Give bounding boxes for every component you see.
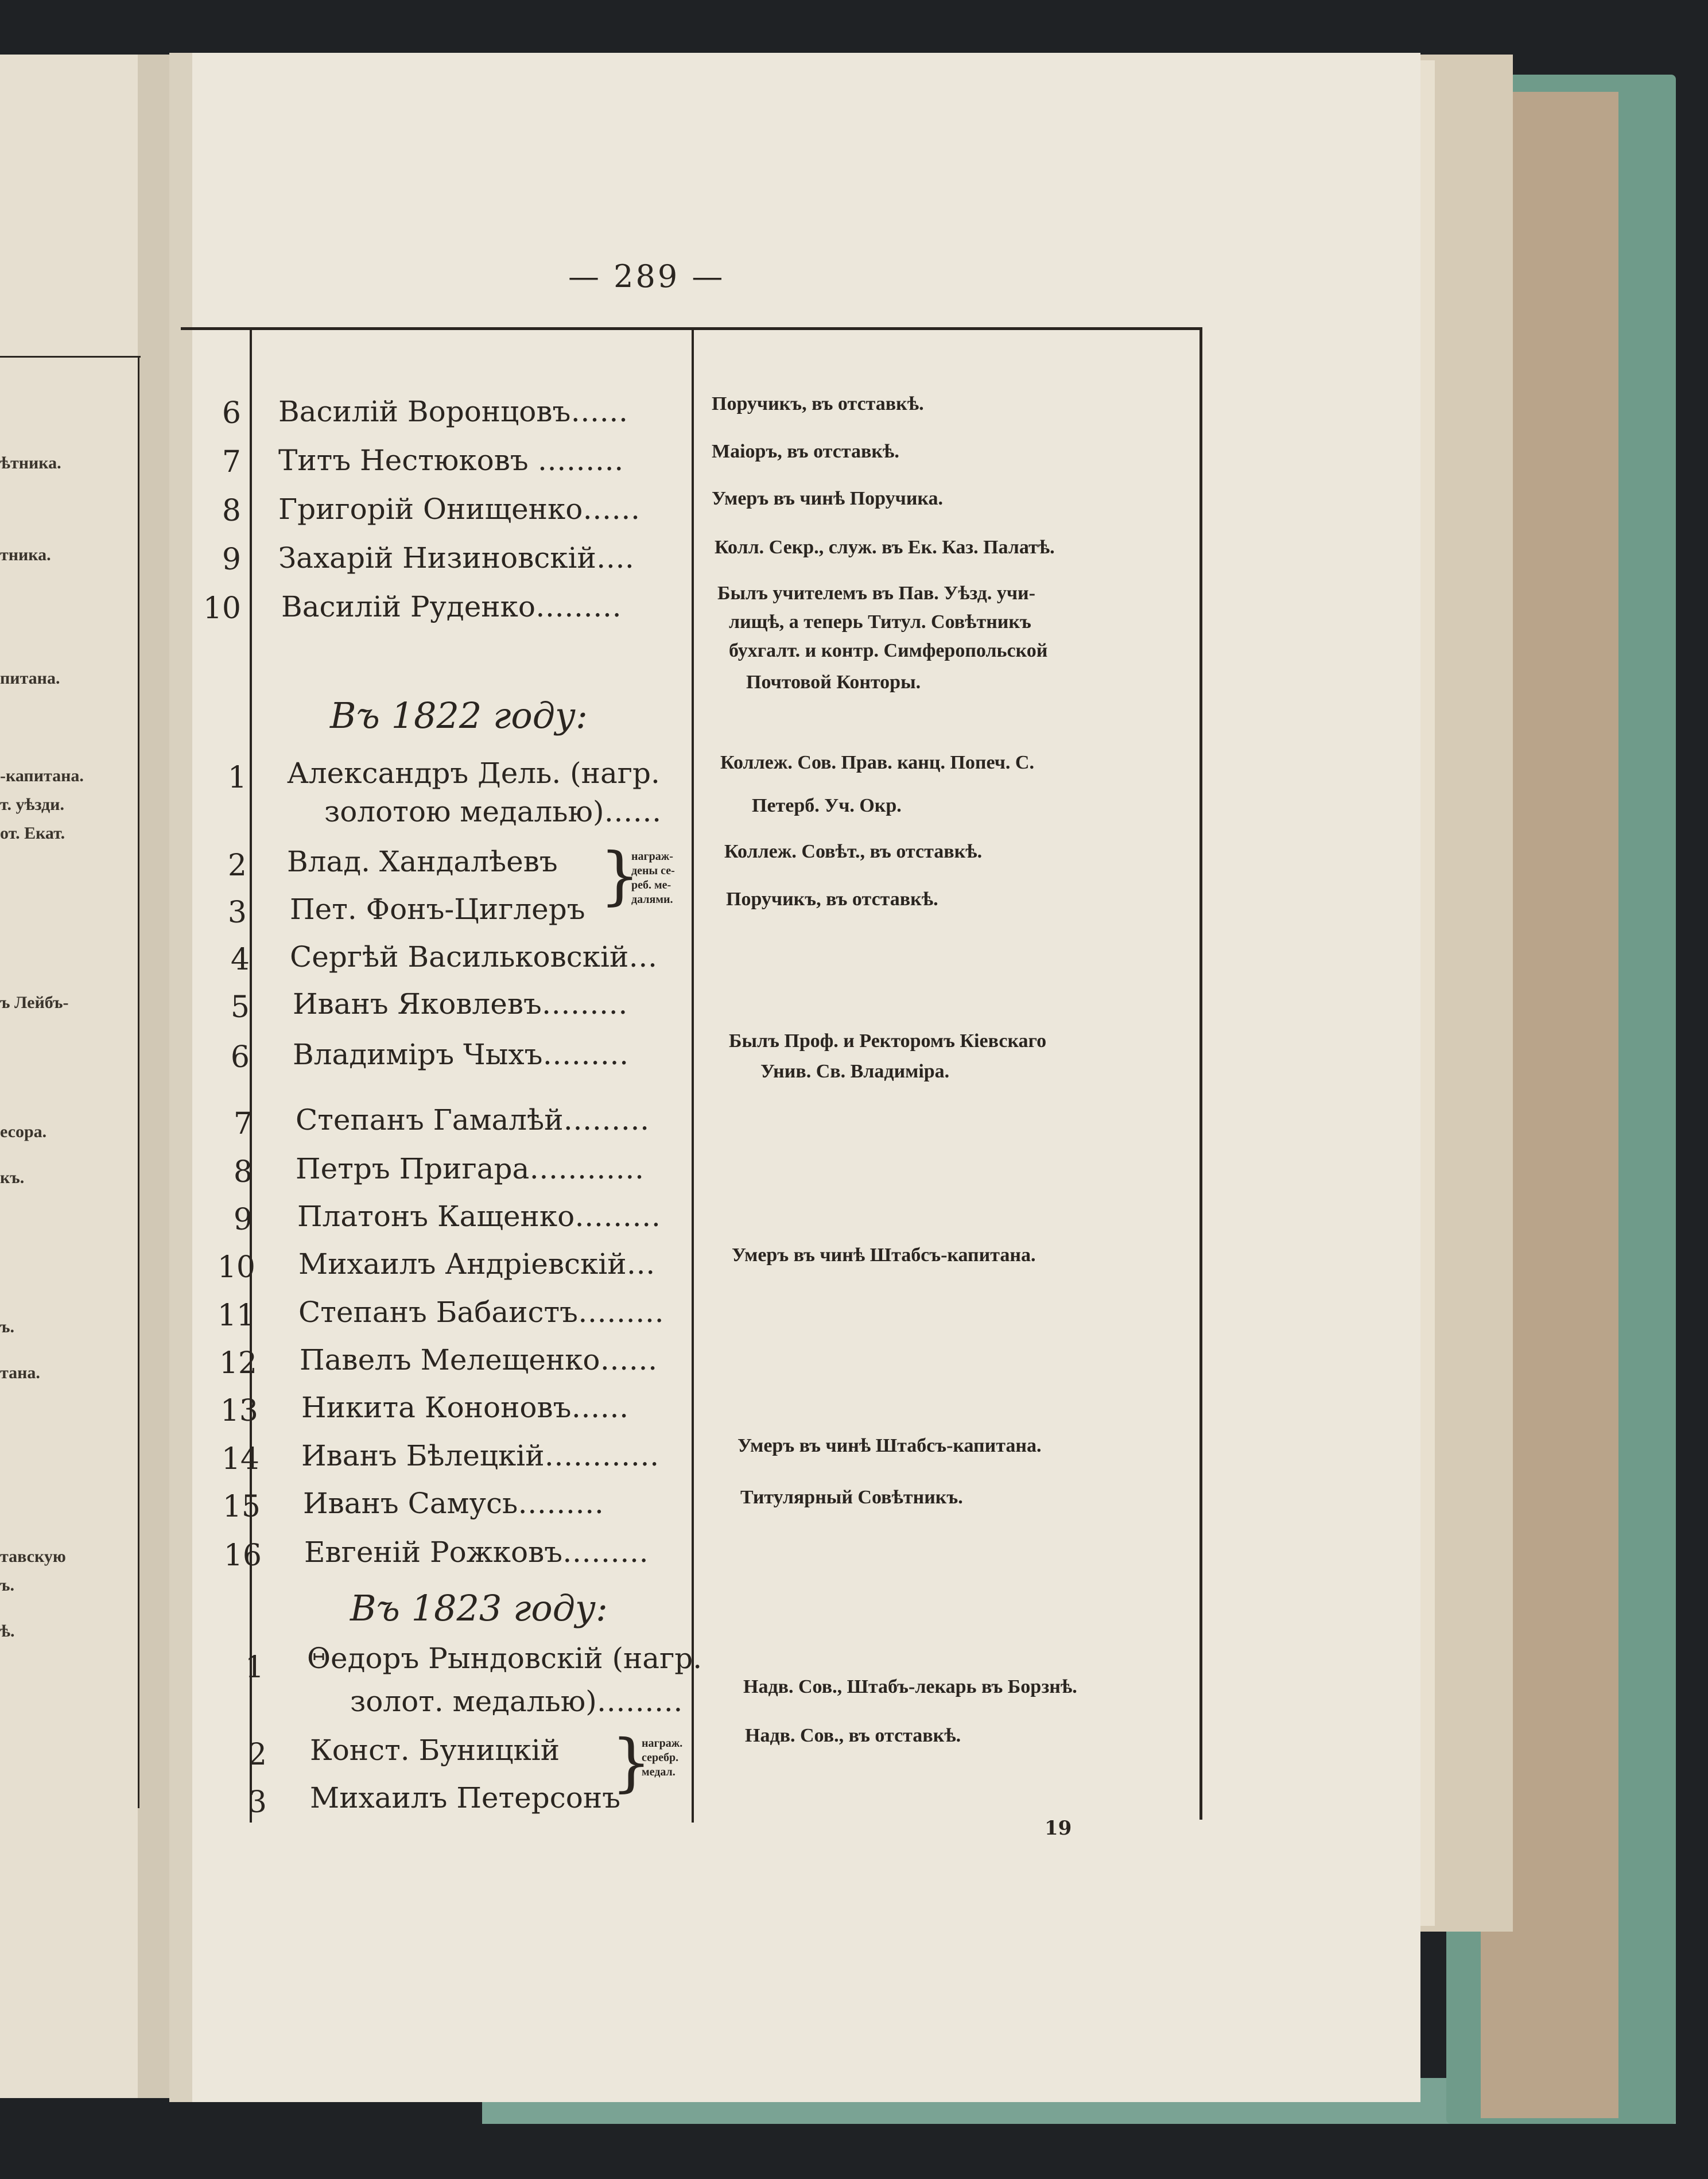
graduate-note: бухгалт. и контр. Симферопольской (729, 640, 1048, 661)
graduate-note: Поручикъ, въ отставкѣ. (726, 889, 938, 910)
left-text-fragment: т. уѣзди. (0, 795, 64, 814)
graduate-name: Захарій Низиновскій…. (278, 541, 634, 575)
brace: } (600, 839, 640, 912)
left-text-fragment: от. Екат. (0, 824, 65, 843)
graduate-name: Василій Руденко……… (281, 590, 622, 623)
graduate-name: Иванъ Самусь……… (303, 1487, 604, 1520)
left-text-fragment: ъ. (0, 1576, 14, 1595)
brace-note-line: серебр. (642, 1751, 679, 1764)
row-number: 2 (227, 848, 247, 883)
row-number: 2 (247, 1738, 267, 1772)
section-heading-1822: Въ 1822 году: (330, 695, 588, 736)
row-number: 10 (203, 591, 241, 626)
brace-note-line: дены се- (631, 864, 675, 877)
left-text-fragment: -капитана. (0, 766, 84, 785)
graduate-note: Умеръ въ чинѣ Штабсъ-капитана. (732, 1244, 1036, 1266)
row-number: 1 (227, 761, 247, 795)
graduate-name: Павелъ Мелещенко…… (300, 1343, 658, 1377)
graduate-name: Пет. Фонъ-Циглеръ (290, 893, 585, 926)
row-number: 3 (227, 895, 247, 930)
row-number: 5 (230, 990, 250, 1025)
left-page-gutter (138, 55, 172, 2098)
graduate-note: Коллеж. Сов. Прав. канц. Попеч. С. (720, 752, 1034, 773)
graduate-name: Θедоръ Рындовскій (нагр. (307, 1642, 702, 1675)
row-number: 11 (217, 1298, 255, 1333)
left-page-rule (0, 356, 141, 358)
left-text-fragment: ѣтника. (0, 453, 61, 472)
row-number: 10 (217, 1250, 255, 1285)
graduate-note: Почтовой Конторы. (746, 672, 921, 693)
row-number: 9 (222, 542, 241, 577)
graduate-note: лищѣ, а теперь Титул. Совѣтникъ (729, 611, 1031, 633)
brace-note-line: реб. ме- (631, 879, 671, 891)
left-text-fragment: тана. (0, 1363, 40, 1382)
row-number: 14 (221, 1442, 259, 1476)
graduate-name: Василій Воронцовъ…… (278, 395, 628, 428)
graduate-note: Титулярный Совѣтникъ. (740, 1487, 963, 1508)
row-number: 7 (233, 1107, 253, 1141)
graduate-name: Конст. Буницкій (310, 1734, 560, 1767)
graduate-name: Сергѣй Васильковскій… (290, 940, 658, 974)
signature-mark: 19 (1045, 1817, 1072, 1840)
graduate-note: Умеръ въ чинѣ Штабсъ-капитана. (737, 1435, 1042, 1456)
row-number: 1 (244, 1650, 264, 1685)
graduate-name: Петръ Пригара………… (296, 1152, 645, 1185)
page-number: — 289 — (568, 258, 725, 294)
graduate-note: Умеръ въ чинѣ Поручика. (712, 488, 943, 509)
graduate-name: Иванъ Яковлевъ……… (293, 987, 628, 1021)
table-column-rule (692, 330, 694, 1823)
graduate-name: Михаилъ Андріевскій… (298, 1247, 655, 1281)
brace: } (611, 1726, 651, 1799)
graduate-name: золотою медалью)…… (324, 795, 662, 828)
left-text-fragment: питана. (0, 669, 60, 688)
graduate-name: Влад. Хандалѣевъ (287, 845, 558, 878)
row-number: 3 (247, 1785, 267, 1820)
graduate-name: Степанъ Гамалѣй……… (296, 1103, 650, 1137)
graduate-note: Былъ Проф. и Ректоромъ Кіевскаго (729, 1030, 1047, 1052)
left-text-fragment: есора. (0, 1122, 47, 1141)
graduate-note: Надв. Сов., Штабъ-лекарь въ Борзнѣ. (743, 1676, 1077, 1697)
brace-note-line: далями. (631, 893, 673, 906)
row-number: 4 (230, 943, 250, 977)
brace-note-line: награж- (631, 850, 673, 863)
graduate-name: Степанъ Бабаистъ……… (298, 1296, 664, 1329)
graduate-note: Маіоръ, въ отставкѣ. (712, 441, 899, 462)
graduate-note: Коллеж. Совѣт., въ отставкѣ. (724, 841, 983, 862)
graduate-name: Платонъ Кащенко……… (297, 1200, 661, 1233)
graduate-name: Иванъ Бѣлецкій………… (301, 1439, 659, 1472)
graduate-name: Михаилъ Петерсонъ (310, 1781, 621, 1814)
graduate-note: Надв. Сов., въ отставкѣ. (745, 1725, 961, 1746)
row-number: 6 (222, 396, 241, 431)
left-text-fragment: тника. (0, 545, 51, 564)
left-text-fragment: къ. (0, 1168, 25, 1187)
graduate-name: Евгеній Рожковъ……… (304, 1536, 649, 1569)
brace-note-line: награж. (642, 1737, 683, 1750)
graduate-note: Былъ учителемъ въ Пав. Уѣзд. учи- (717, 583, 1035, 604)
row-number: 12 (219, 1346, 257, 1381)
left-text-fragment: ъ. (0, 1317, 14, 1336)
left-text-fragment: ѣ. (0, 1622, 15, 1641)
graduate-name: Александръ Дель. (нагр. (287, 757, 660, 790)
graduate-note: Унив. Св. Владиміра. (760, 1061, 950, 1082)
row-number: 8 (222, 494, 241, 528)
row-number: 6 (230, 1040, 250, 1075)
graduate-name: Владиміръ Чыхъ……… (293, 1038, 629, 1071)
graduate-note: Поручикъ, въ отставкѣ. (712, 393, 924, 414)
graduate-note: Петерб. Уч. Окр. (752, 795, 902, 816)
brace-note-line: медал. (642, 1766, 676, 1778)
left-page-vline (138, 356, 139, 1808)
row-number: 16 (223, 1538, 262, 1573)
row-number: 15 (222, 1490, 261, 1524)
graduate-name: Григорій Онищенко…… (278, 493, 640, 526)
left-text-fragment: ъ Лейбъ- (0, 993, 69, 1012)
row-number: 9 (233, 1203, 253, 1237)
brace-note (631, 850, 675, 907)
graduate-name: Титъ Нестюковъ ……… (278, 444, 624, 477)
section-heading-1823: Въ 1823 году: (350, 1587, 608, 1629)
table-column-rule (250, 330, 252, 1823)
row-number: 7 (222, 445, 241, 479)
graduate-name: золот. медалью)……… (350, 1685, 683, 1718)
graduate-name: Никита Кононовъ…… (301, 1391, 629, 1424)
table-right-border (1200, 327, 1202, 1820)
brace-note (642, 1736, 682, 1779)
left-text-fragment: тавскую (0, 1547, 66, 1566)
row-number: 13 (220, 1394, 258, 1428)
row-number: 8 (233, 1155, 253, 1189)
graduate-note: Колл. Секр., служ. въ Ек. Каз. Палатѣ. (715, 537, 1055, 558)
